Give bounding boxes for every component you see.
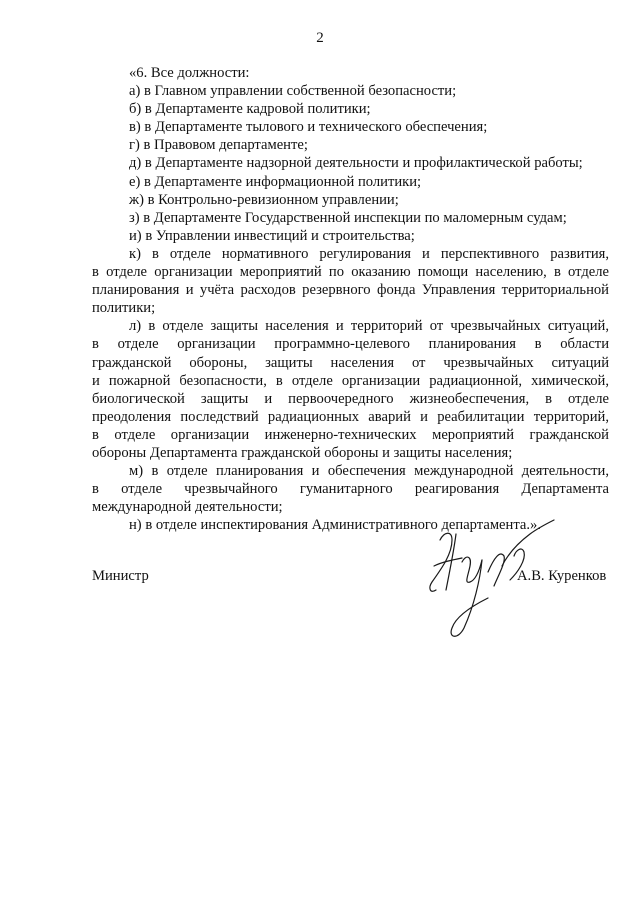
list-item: а) в Главном управлении собственной безопасности;	[129, 83, 457, 100]
list-item: в) в Департаменте тылового и технического обеспечения;	[129, 119, 488, 136]
list-item-l-line: гражданской обороны, защиты населения от чрезвычайных ситуаций	[92, 354, 609, 371]
list-item-n: н) в отделе инспектирования Административного департамента.».	[129, 517, 541, 534]
signatory-name: А.В. Куренков	[517, 568, 607, 584]
page-number: 2	[316, 30, 324, 46]
list-item-l-line: л) в отделе защиты населения и территорий от чрезвычайных ситуаций,	[129, 318, 609, 335]
list-item-k-line: к) в отделе нормативного регулирования и перспективного развития,	[129, 245, 609, 262]
section-heading: «6. Все должности:	[129, 65, 250, 81]
list-item-l-line: в отделе организации программно-целевого планирования в области	[92, 336, 609, 353]
list-item: з) в Департаменте Государственной инспекции по маломерным судам;	[129, 209, 567, 226]
list-item-m-line: в отделе чрезвычайного гуманитарного реагирования Департамента	[92, 481, 609, 498]
list-item-m-line: м) в отделе планирования и обеспечения международной деятельности,	[129, 463, 609, 480]
list-item: е) в Департаменте информационной политики;	[129, 173, 422, 190]
list-item: ж) в Контрольно-ревизионном управлении;	[129, 191, 399, 208]
document-body	[92, 64, 609, 534]
list-item-k-line: планирования и учёта расходов резервного фонда Управления территориальной	[92, 282, 609, 299]
list-item-k-line: политики;	[92, 300, 156, 317]
list-item-l-line: в отделе организации инженерно-технических мероприятий гражданской	[92, 426, 609, 443]
signatory-title: Министр	[92, 568, 149, 584]
list-item-l-line: и пожарной безопасности, в отделе организации радиационной, химической,	[92, 372, 609, 389]
list-item-k-line: в отделе организации мероприятий по оказанию помощи населению, в отделе	[92, 264, 609, 281]
list-item: б) в Департаменте кадровой политики;	[129, 101, 371, 118]
list-item: и) в Управлении инвестиций и строительства;	[129, 227, 415, 244]
list-item-l-line: биологической защиты и первоочередного жизнеобеспечения, в отделе	[92, 390, 609, 407]
list-item-l-line: обороны Департамента гражданской обороны и защиты населения;	[92, 444, 513, 461]
list-item: г) в Правовом департаменте;	[129, 137, 308, 154]
list-item: д) в Департаменте надзорной деятельности и профилактической работы;	[129, 155, 583, 172]
list-item-m-line: международной деятельности;	[92, 499, 283, 516]
list-item-l-line: преодоления последствий радиационных аварий и реабилитации территорий,	[92, 408, 609, 425]
